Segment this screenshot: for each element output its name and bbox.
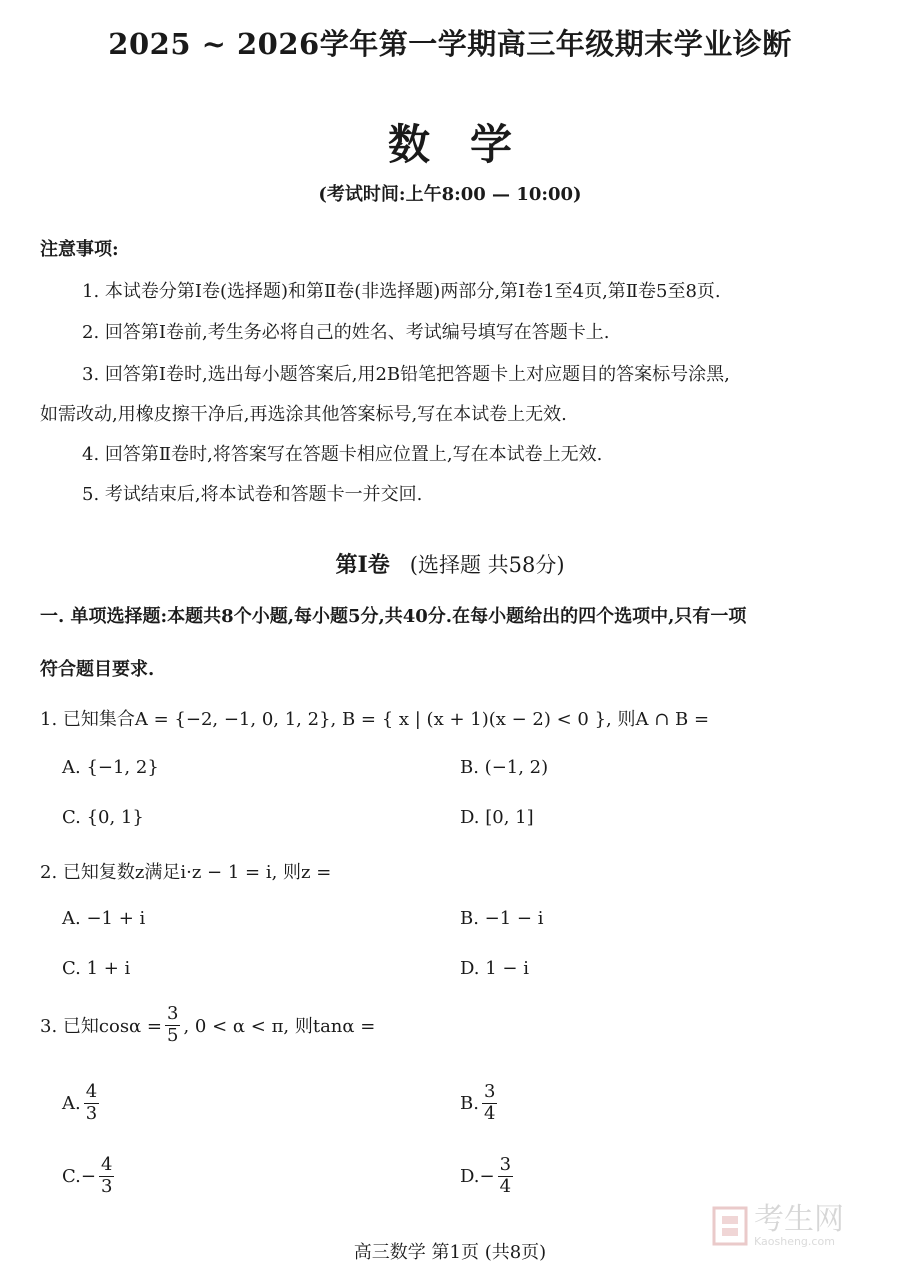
- option-sign: −: [80, 1165, 96, 1187]
- question-3-option-b: [460, 1082, 500, 1124]
- question-1-option-b: B. (−1, 2): [460, 757, 549, 778]
- watermark-url: Kaosheng.com: [754, 1234, 835, 1248]
- question-3-option-a: [62, 1082, 102, 1124]
- fraction-denominator: 3: [100, 1175, 113, 1197]
- note-item: 如需改动,用橡皮擦干净后,再选涂其他答案标号,写在本试卷上无效.: [40, 404, 567, 425]
- fraction-numerator: 3: [499, 1154, 512, 1175]
- question-3-fraction: [165, 1004, 180, 1046]
- question-2-option-d: D. 1 − i: [460, 958, 529, 979]
- section-title-main: 第Ⅰ卷: [335, 552, 390, 578]
- note-item: 2. 回答第Ⅰ卷前,考生务必将自己的姓名、考试编号填写在答题卡上.: [82, 322, 610, 343]
- fraction-numerator: 3: [167, 1003, 179, 1024]
- note-item: 5. 考试结束后,将本试卷和答题卡一并交回.: [82, 484, 423, 505]
- part-heading-line: 符合题目要求.: [40, 659, 155, 680]
- section-title: [0, 548, 900, 579]
- subject-title: 数学: [387, 120, 552, 169]
- section-subtitle: (选择题 共58分): [409, 553, 565, 577]
- fraction-numerator: 4: [85, 1081, 98, 1102]
- part-heading-line: 一. 单项选择题:本题共8个小题,每小题5分,共40分.在每小题给出的四个选项中,只有一项: [40, 606, 747, 627]
- question-2-stem: 2. 已知复数z满足i·z − 1 = i, 则z =: [40, 862, 332, 883]
- option-fraction: [84, 1082, 99, 1124]
- option-fraction: [498, 1155, 513, 1197]
- option-fraction: [482, 1082, 497, 1124]
- question-3-option-d: [460, 1155, 516, 1197]
- fraction-denominator: 4: [499, 1175, 512, 1197]
- option-sign: −: [479, 1165, 495, 1187]
- page-footer: 高三数学 第1页 (共8页): [353, 1242, 547, 1263]
- question-1-option-a: A. {−1, 2}: [62, 757, 159, 778]
- option-label: B.: [460, 1092, 479, 1114]
- note-item: 4. 回答第Ⅱ卷时,将答案写在答题卡相应位置上,写在本试卷上无效.: [82, 444, 603, 465]
- question-3-option-c: [62, 1155, 117, 1197]
- question-1-stem: 1. 已知集合A = {−2, −1, 0, 1, 2}, B = { x | (x + 1)(x − 2) < 0 }, 则A ∩ B =: [40, 709, 710, 730]
- question-2-option-c: C. 1 + i: [62, 958, 131, 979]
- notes-heading: 注意事项:: [40, 239, 119, 260]
- option-label: C.: [62, 1165, 81, 1187]
- option-label: A.: [62, 1092, 81, 1114]
- question-3-stem: [40, 1004, 375, 1046]
- exam-title: 2025 ~ 2026学年第一学期高三年级期末学业诊断: [108, 27, 792, 61]
- watermark-text: 考生网: [754, 1201, 844, 1237]
- note-item: 3. 回答第Ⅰ卷时,选出每小题答案后,用2B铅笔把答题卡上对应题目的答案标号涂黑,: [82, 364, 730, 385]
- exam-time: (考试时间:上午8:00 — 10:00): [318, 184, 582, 205]
- fraction-numerator: 3: [483, 1081, 496, 1102]
- fraction-denominator: 3: [85, 1102, 98, 1124]
- question-2-option-a: A. −1 + i: [62, 908, 146, 929]
- question-1-option-d: D. [0, 1]: [460, 807, 534, 828]
- fraction-numerator: 4: [100, 1154, 113, 1175]
- question-1-option-c: C. {0, 1}: [62, 807, 144, 828]
- option-fraction: [99, 1155, 114, 1197]
- fraction-denominator: 5: [167, 1024, 179, 1046]
- question-3-stem-suffix: , 0 < α < π, 则tanα =: [183, 1016, 376, 1038]
- question-3-stem-prefix: 3. 已知cosα =: [40, 1016, 163, 1038]
- option-label: D.: [460, 1165, 480, 1187]
- fraction-denominator: 4: [483, 1102, 496, 1124]
- note-item: 1. 本试卷分第Ⅰ卷(选择题)和第Ⅱ卷(非选择题)两部分,第Ⅰ卷1至4页,第Ⅱ卷5至8页.: [82, 281, 721, 302]
- question-2-option-b: B. −1 − i: [460, 908, 544, 929]
